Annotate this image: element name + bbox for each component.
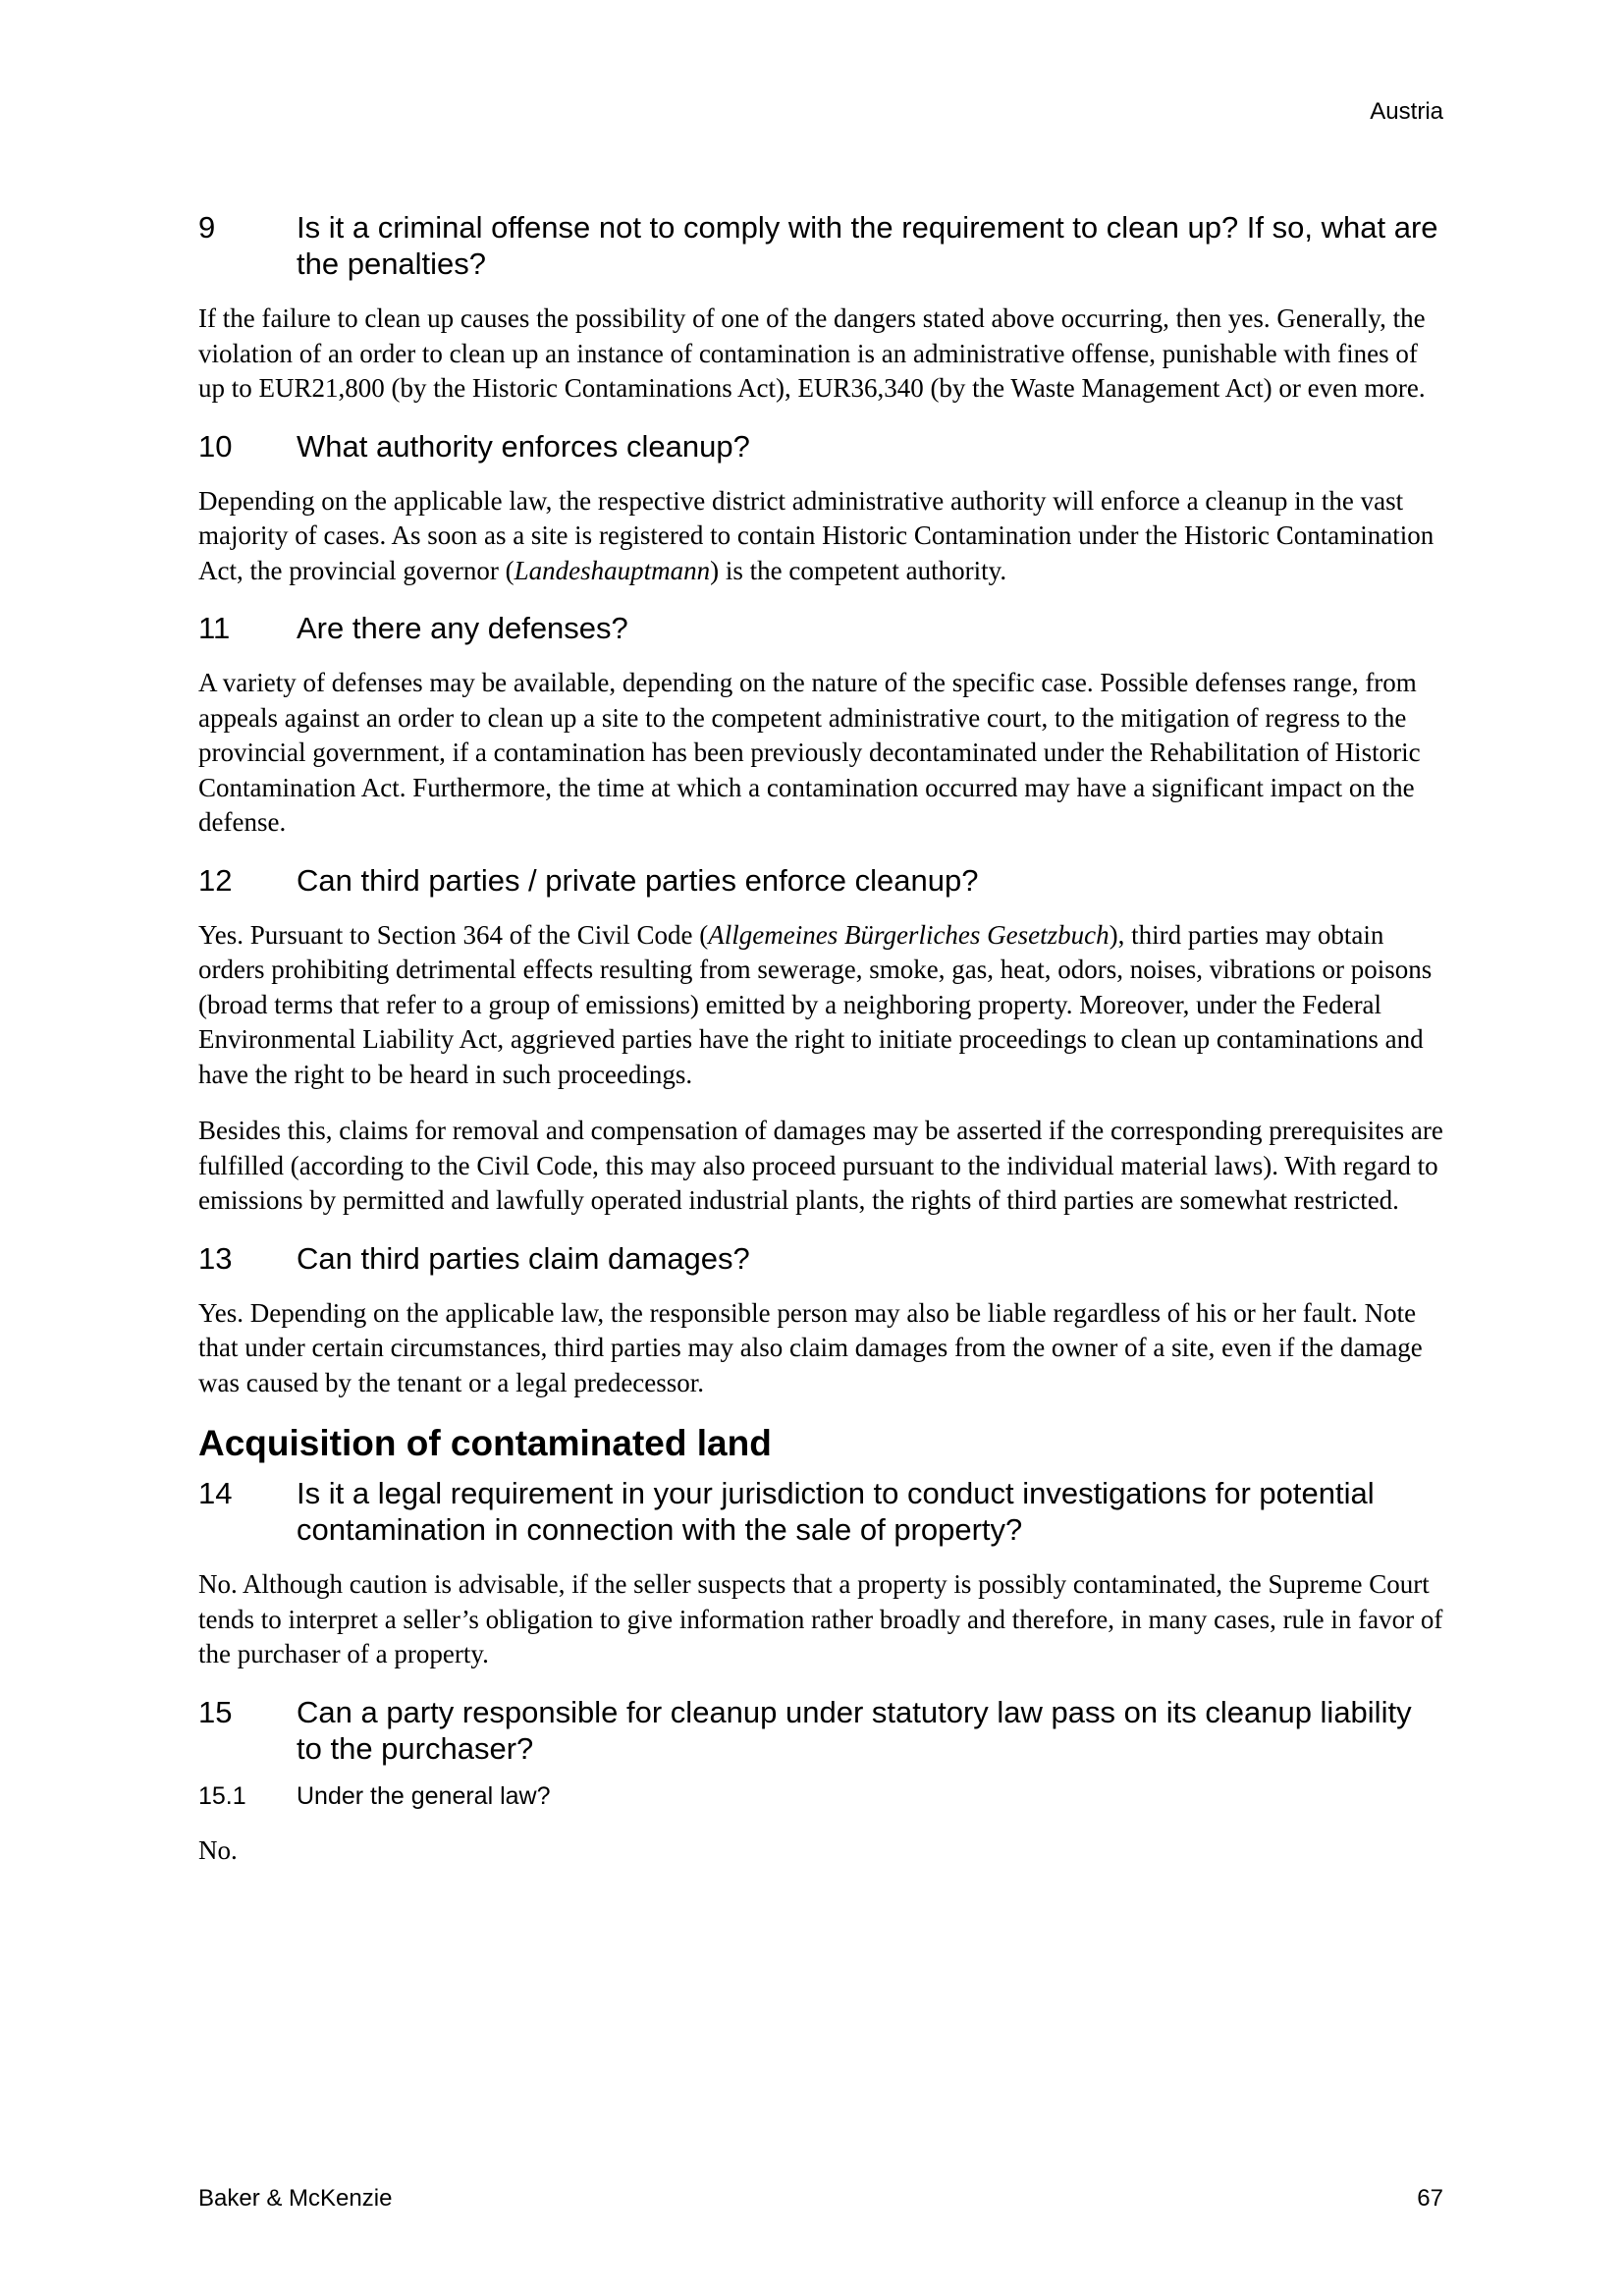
question-15 (198, 1694, 1443, 1767)
question-number: 14 (198, 1476, 233, 1510)
question-text: Can third parties / private parties enforce cleanup? (297, 862, 979, 898)
answer-12-paragraph-2: Besides this, claims for removal and compensation of damages may be asserted if the corresponding prerequisites are fulfilled (according to the Civil Code, this may also proceed pursuant to the individual material laws). With regard to emissions by permitted and lawfully operated industrial plants, the rights of third parties are somewhat restricted. (198, 1116, 1443, 1215)
answer-14: No. Although caution is advisable, if the seller suspects that a property is possibly contaminated, the Supreme Court tends to interpret a seller’s obligation to give information rather broadly and therefore, in many cases, rule in favor of the purchaser of a property. (198, 1569, 1443, 1668)
running-header: Austria (1370, 98, 1443, 125)
answer-11: A variety of defenses may be available, depending on the nature of the specific case. Possible defenses range, from appeals against an order to clean up a site to the competent administrative court, to the mitigation of regress to the provincial government, if a contamination has been previously decontaminated under the Rehabilitation of Historic Contamination Act. Furthermore, the time at which a contamination occurred may have a significant impact on the defense. (198, 668, 1421, 837)
question-number: 12 (198, 862, 233, 898)
question-text: What authority enforces cleanup? (297, 428, 750, 464)
question-text: Is it a criminal offense not to comply with the requirement to clean up? If so, what are the penalties? (297, 210, 1438, 281)
question-number: 10 (198, 428, 233, 464)
question-text: Are there any defenses? (297, 611, 628, 645)
answer-text: Depending on the applicable law, the respective district administrative authority will enforce a cleanup in the vast majority of cases. As soon as a site is registered to contain Historic Contamination under the Historic Contamination Act, the provincial governor ( (198, 485, 1435, 585)
question-13 (198, 1240, 1443, 1277)
question-text: Can third parties claim damages? (297, 1240, 750, 1276)
question-text: Can a party responsible for cleanup under statutory law pass on its cleanup liability to the purchaser? (297, 1694, 1412, 1766)
question-number: 9 (198, 210, 216, 245)
question-9 (198, 209, 1443, 282)
question-number: 13 (198, 1240, 233, 1276)
question-number: 15 (198, 1694, 233, 1729)
answer-12-paragraph-1 (198, 918, 1443, 1093)
question-number: 11 (198, 611, 231, 645)
answer-text: Yes. Pursuant to Section 364 of the Civil Code ( (198, 919, 709, 950)
subquestion-15-1 (198, 1780, 1443, 1812)
italic-term: Landeshauptmann (514, 555, 711, 585)
answer-text: ) is the competent authority. (710, 555, 1007, 585)
question-12 (198, 862, 1443, 899)
answer-13: Yes. Depending on the applicable law, the responsible person may also be liable regardless of his or her fault. Note that under certain circumstances, third parties may also claim damages from the owner of a site, even if the damage was caused by the tenant or a legal predecessor. (198, 1297, 1423, 1397)
page-content (198, 209, 1443, 1868)
answer-15-1: No. (198, 1834, 238, 1865)
footer-page-number: 67 (1417, 2185, 1443, 2212)
answer-10 (198, 484, 1443, 589)
answer-text: ), third parties may obtain orders prohibiting detrimental effects resulting from sewerage, smoke, gas, heat, odors, noises, vibrations or poisons (broad terms that refer to a group of emissions) emitted by a neighboring property. Moreover, under the Federal Environmental Liability Act, aggrieved parties have the right to initiate proceedings to clean up contaminations and have the right to be heard in such proceedings. (198, 919, 1433, 1089)
italic-term: Allgemeines Bürgerliches Gesetzbuch (708, 919, 1110, 950)
question-11 (198, 610, 1443, 646)
question-number: 15.1 (198, 1781, 246, 1810)
answer-9: If the failure to clean up causes the possibility of one of the dangers stated above occurring, then yes. Generally, the violation of an order to clean up an instance of contamination is an administrative offense, punishable with fines of up to EUR21,800 (by the Historic Contaminations Act), EUR36,340 (by the Waste Management Act) or even more. (198, 303, 1426, 403)
question-text: Under the general law? (297, 1781, 551, 1810)
section-heading: Acquisition of contaminated land (198, 1423, 772, 1463)
footer-firm: Baker & McKenzie (198, 2185, 393, 2212)
question-text: Is it a legal requirement in your jurisdiction to conduct investigations for potential contamination in connection with the sale of property? (297, 1476, 1375, 1547)
question-10 (198, 428, 1443, 465)
question-14 (198, 1475, 1443, 1548)
